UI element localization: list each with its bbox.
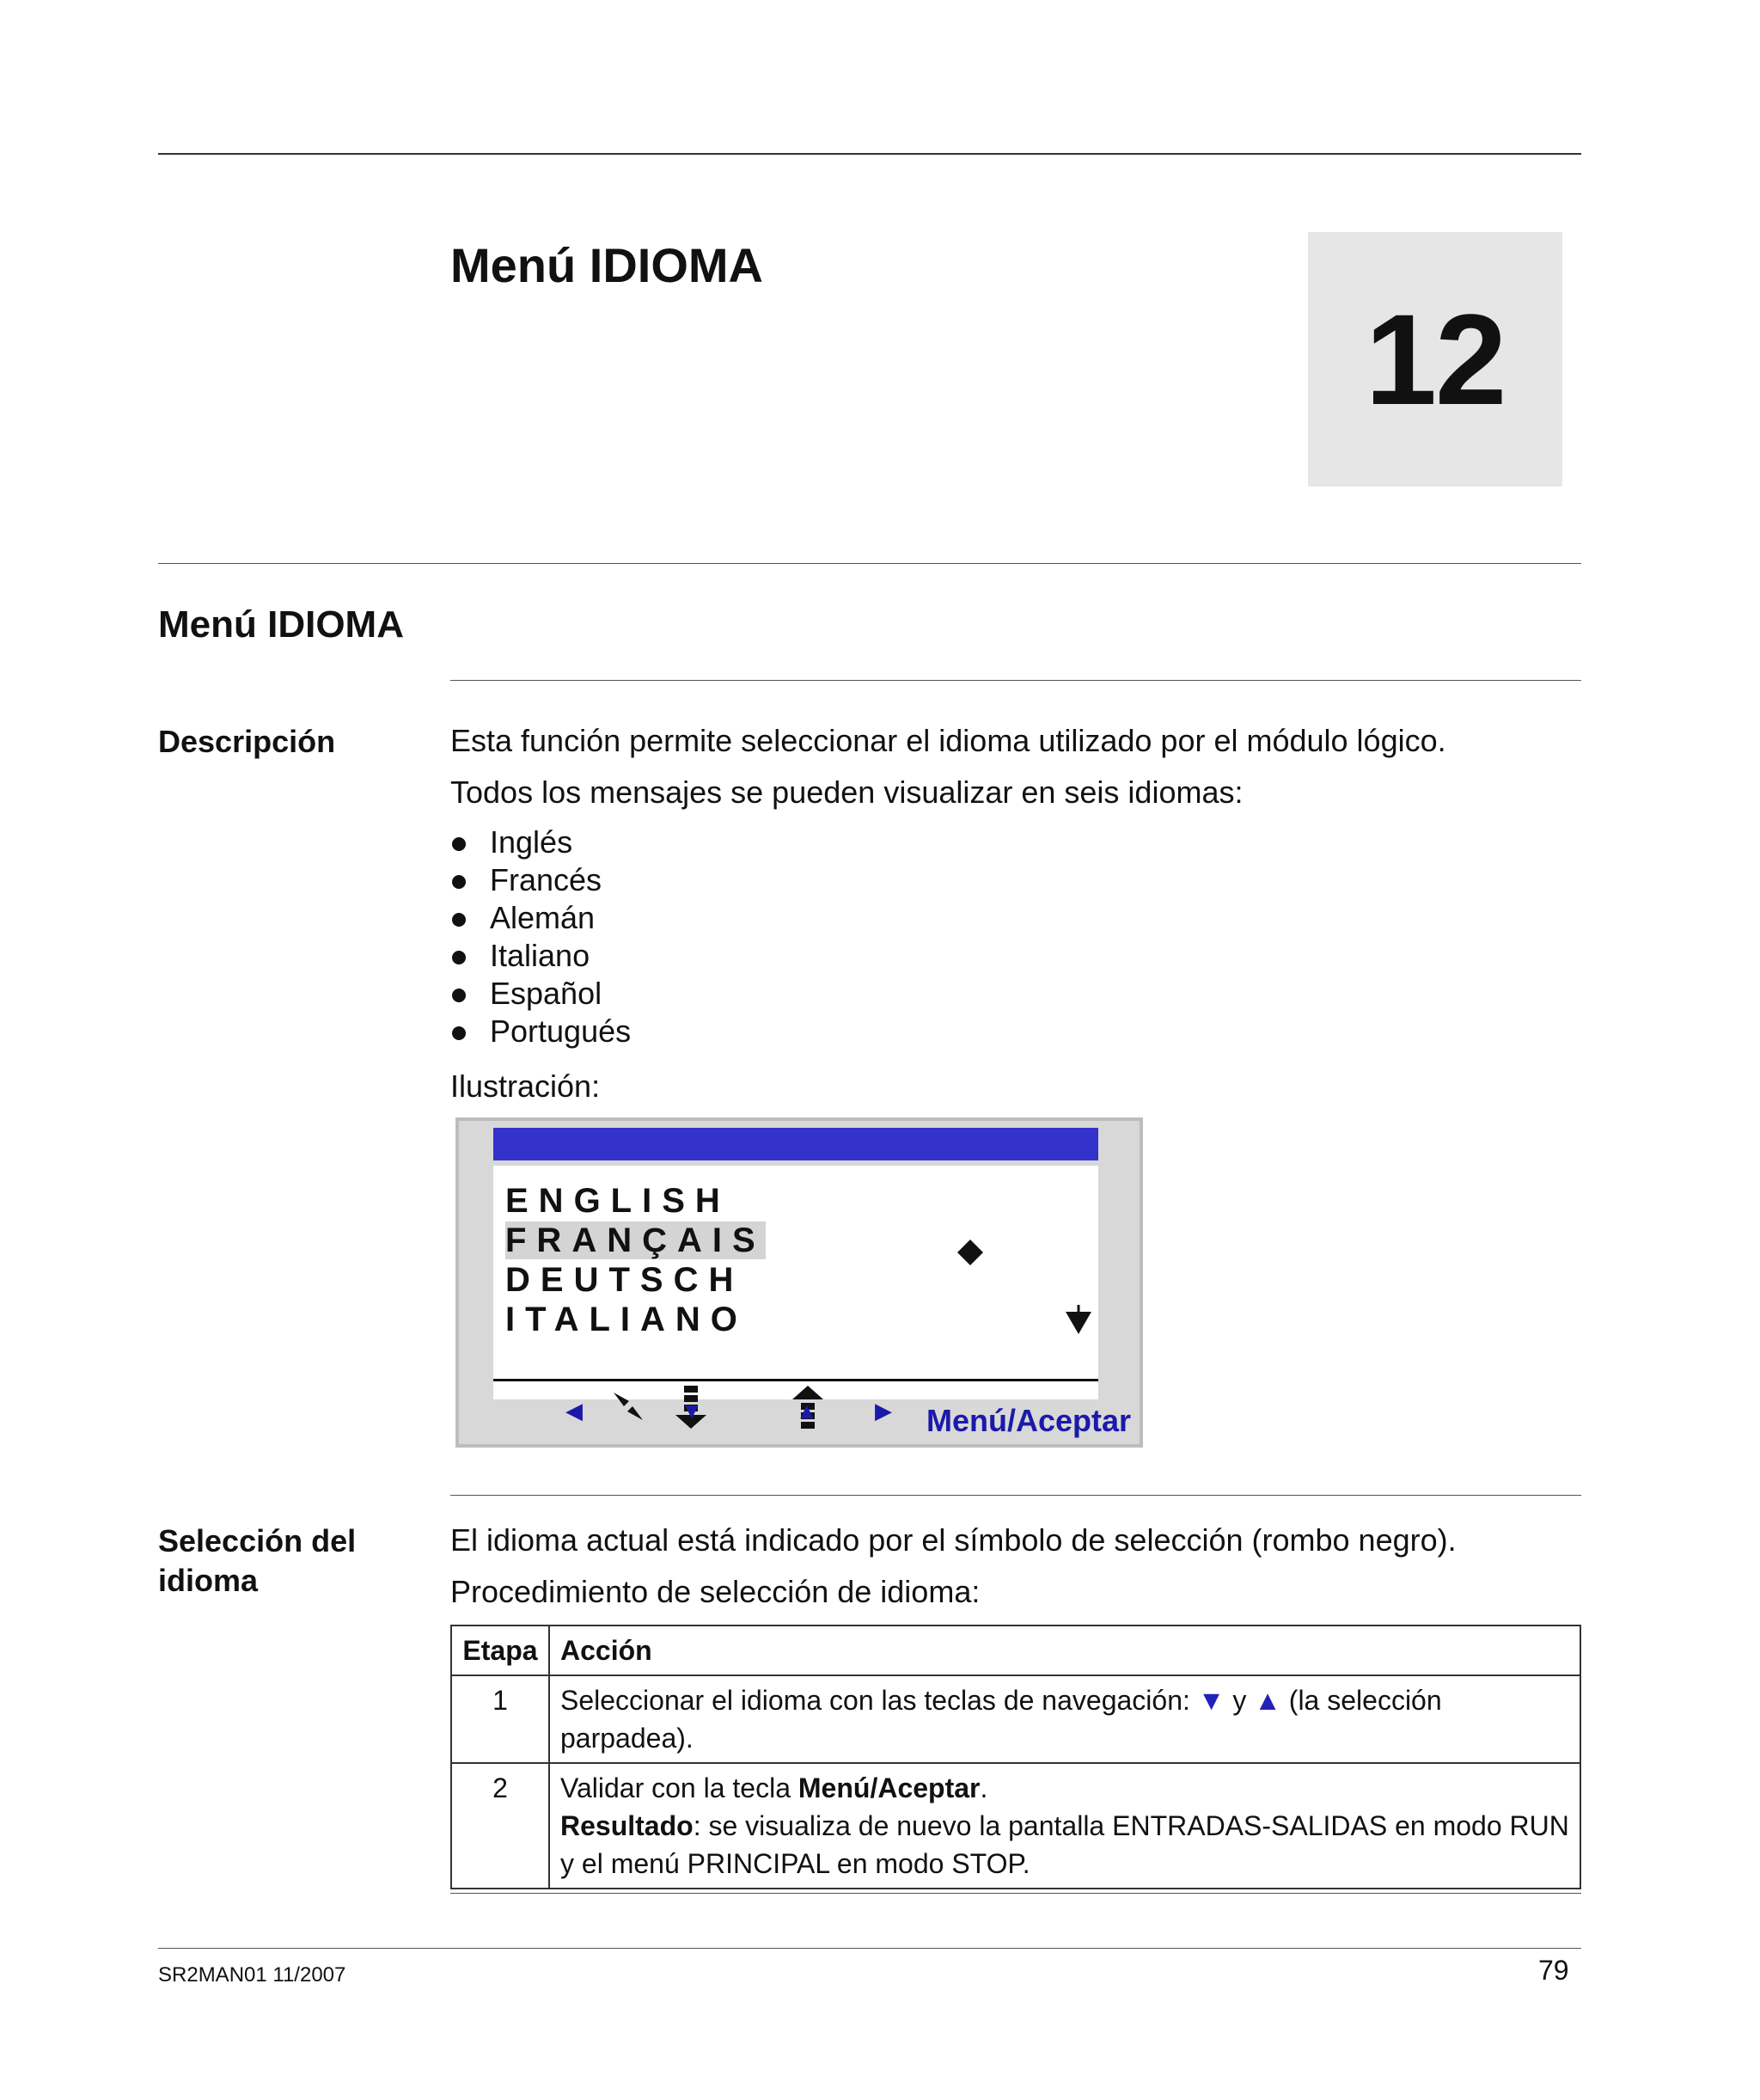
- lcd-line-text: ENGLISH: [505, 1182, 730, 1220]
- lcd-line-text: DEUTSCH: [505, 1261, 744, 1299]
- descripcion-para1: Esta función permite seleccionar el idioma utilizado por el módulo lógico.: [450, 723, 1446, 758]
- table-row: [451, 1675, 1580, 1763]
- action-key: Menú/Aceptar: [798, 1772, 981, 1803]
- table-header-row: [451, 1626, 1580, 1675]
- header-action: Acción: [549, 1626, 1580, 1675]
- descripcion-para2: Todos los mensajes se pueden visualizar en seis idiomas:: [450, 774, 1244, 810]
- illustration-label: Ilustración:: [450, 1068, 601, 1104]
- list-item: Inglés: [450, 823, 631, 861]
- chapter-number: 12: [1365, 286, 1506, 432]
- lcd-line-deutsch: [505, 1260, 743, 1300]
- step-number: 2: [451, 1763, 549, 1889]
- action-text: Validar con la tecla: [560, 1772, 798, 1803]
- lcd-divider: [493, 1379, 1098, 1381]
- action-connector: y: [1225, 1685, 1255, 1716]
- header-step: Etapa: [451, 1626, 549, 1675]
- step-number: 1: [451, 1675, 549, 1763]
- chapter-number-box: [1308, 232, 1562, 487]
- lcd-screen: [493, 1166, 1098, 1399]
- step-action: [549, 1675, 1580, 1763]
- left-arrow-icon[interactable]: ◀: [565, 1398, 583, 1423]
- lcd-line-english: [505, 1181, 730, 1221]
- top-rule: [158, 153, 1581, 155]
- section-title: Menú IDIOMA: [158, 603, 404, 646]
- end-divider: [450, 1893, 1581, 1894]
- list-item: Alemán: [450, 899, 631, 937]
- seleccion-label-line1: Selección del: [158, 1523, 357, 1558]
- menu-accept-button[interactable]: Menú/Aceptar: [926, 1403, 1132, 1438]
- procedure-table: [450, 1625, 1581, 1889]
- page-number: 79: [1538, 1955, 1569, 1986]
- lcd-line-text: FRANÇAIS: [505, 1221, 766, 1259]
- lcd-line-italiano: [505, 1300, 748, 1339]
- action-text-end: .: [980, 1772, 988, 1803]
- section-divider: [450, 680, 1581, 681]
- language-list: [450, 823, 631, 1050]
- chapter-divider: [158, 563, 1581, 564]
- action-text-end: (la selección parpadea).: [560, 1685, 1442, 1754]
- down-arrow-icon: ▼: [1197, 1685, 1225, 1716]
- table-row: [451, 1763, 1580, 1889]
- footer-doc-ref: SR2MAN01 11/2007: [158, 1963, 346, 1987]
- chapter-title: Menú IDIOMA: [450, 238, 763, 292]
- seleccion-label: [158, 1521, 356, 1601]
- lcd-header-bar: [493, 1128, 1098, 1160]
- selection-divider: [450, 1495, 1581, 1496]
- scroll-down-icon: [1064, 1305, 1093, 1336]
- result-label: Resultado: [560, 1810, 694, 1841]
- navigation-arrows-icon: [610, 1387, 646, 1425]
- selection-diamond-icon: [956, 1238, 985, 1267]
- action-text: Seleccionar el idioma con las teclas de navegación:: [560, 1685, 1198, 1716]
- step-action: [549, 1763, 1580, 1889]
- seleccion-para2: Procedimiento de selección de idioma:: [450, 1574, 981, 1609]
- result-text: : se visualiza de nuevo la pantalla ENTRADAS-SALIDAS en modo RUN y el menú PRINCIPAL en modo STOP.: [560, 1810, 1569, 1879]
- list-item: Italiano: [450, 937, 631, 975]
- footer-rule: [158, 1948, 1581, 1949]
- list-item: Portugués: [450, 1013, 631, 1050]
- seleccion-para1: El idioma actual está indicado por el símbolo de selección (rombo negro).: [450, 1522, 1457, 1558]
- descripcion-label: Descripción: [158, 724, 336, 759]
- list-item: Español: [450, 975, 631, 1013]
- action-line: [560, 1769, 1569, 1807]
- result-line: [560, 1807, 1569, 1883]
- list-item: Francés: [450, 861, 631, 899]
- lcd-line-text: ITALIANO: [505, 1301, 748, 1338]
- up-arrow-icon: ▲: [1254, 1685, 1281, 1716]
- seleccion-label-line2: idioma: [158, 1563, 259, 1598]
- lcd-illustration: [455, 1117, 1143, 1448]
- lcd-line-francais: [505, 1221, 766, 1260]
- up-arrow-icon[interactable]: ▲: [796, 1398, 818, 1423]
- down-arrow-icon[interactable]: ▼: [681, 1398, 703, 1423]
- right-arrow-icon[interactable]: ▶: [875, 1398, 892, 1423]
